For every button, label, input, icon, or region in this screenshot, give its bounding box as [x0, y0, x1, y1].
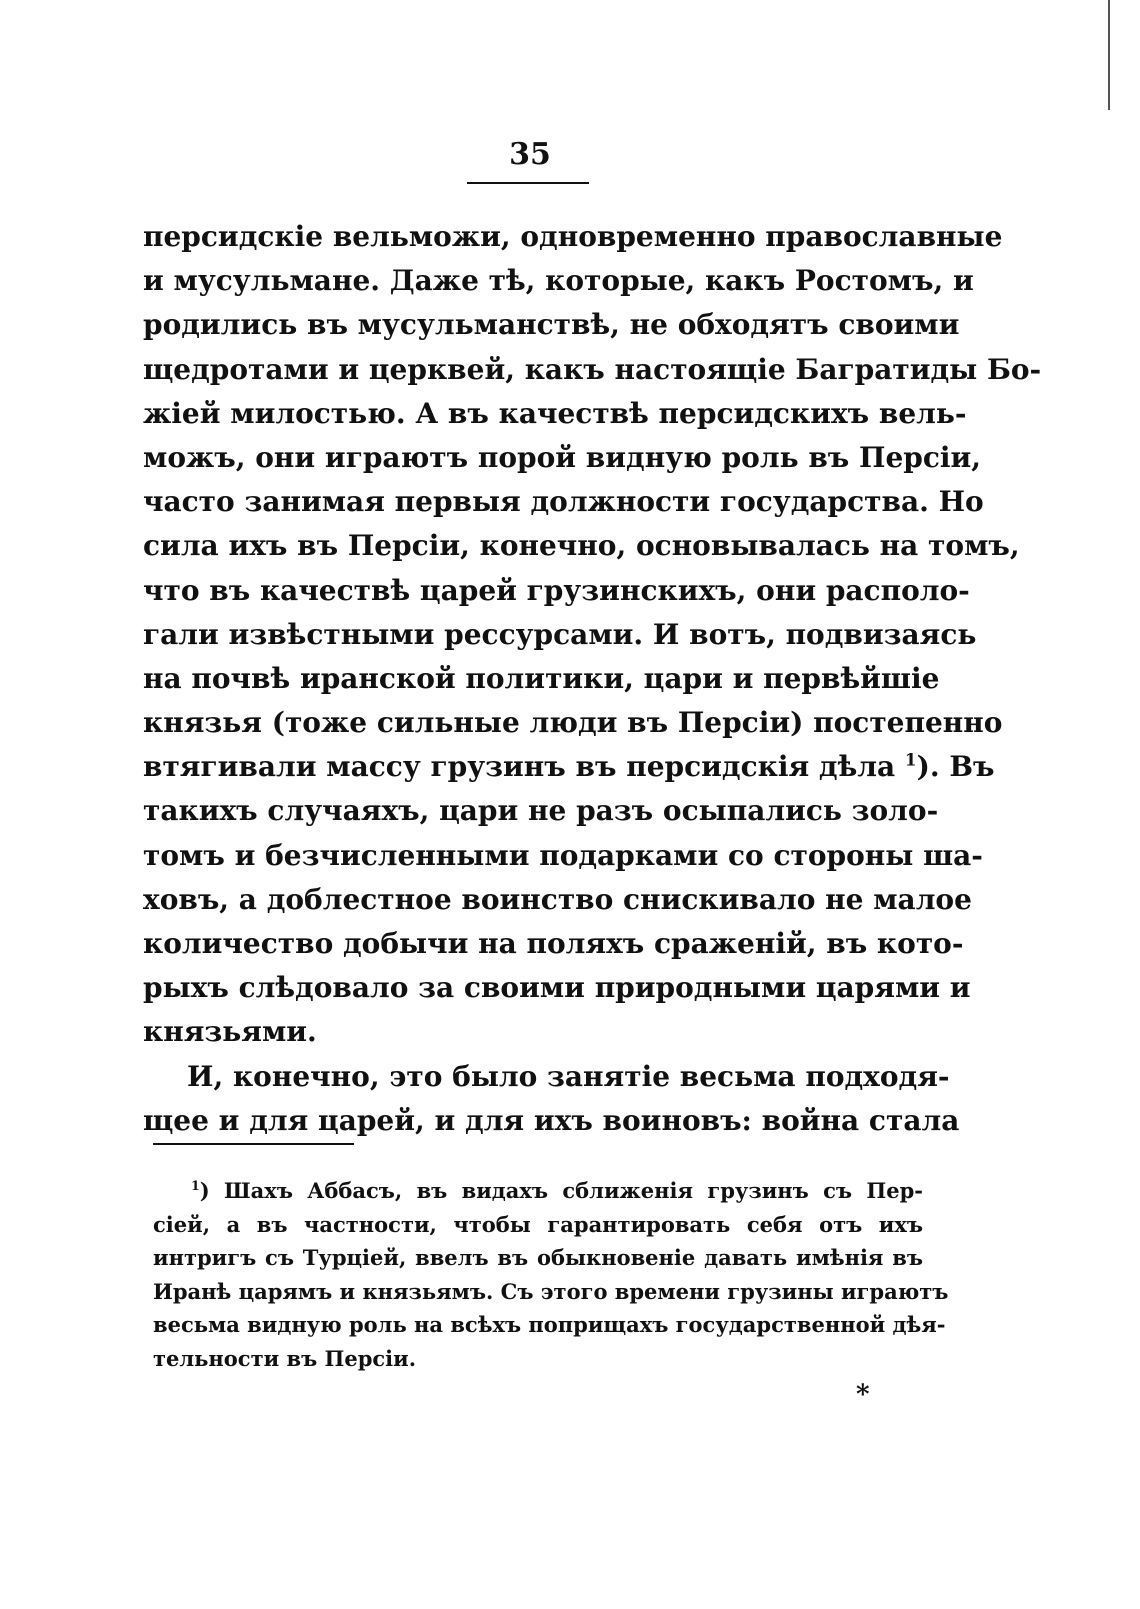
text-line: жіей милостью. А въ качествѣ персидскихъ вель- — [143, 396, 967, 430]
text-line: гали извѣстными рессурсами. И вотъ, подвизаясь — [143, 617, 977, 651]
text-line: на почвѣ иранской политики, цари и первѣйшіе — [143, 661, 940, 695]
text-line-start: втягивали массу грузинъ въ персидскія дѣла — [143, 750, 896, 784]
footnote-separator — [153, 1143, 354, 1145]
footnote-line — [153, 1174, 923, 1208]
text-line: персидскіе вельможи, одновременно православные — [143, 220, 1003, 253]
page-number: 35 — [509, 137, 551, 172]
text-line: сила ихъ въ Персіи, конечно, основывалась на томъ, — [143, 529, 1020, 563]
footnote-line: Иранѣ царямъ и князьямъ. Съ этого времени грузины играютъ — [153, 1278, 949, 1304]
text-line: такихъ случаяхъ, цари не разъ осыпались золо- — [143, 794, 939, 828]
text-line: князья (тоже сильные люди въ Персіи) постепенно — [143, 706, 1003, 740]
main-text — [143, 215, 1042, 1143]
signature-mark: * — [856, 1380, 870, 1410]
text-line: можъ, они играютъ порой видную роль въ Персіи, — [143, 440, 982, 474]
text-line: рыхъ слѣдовало за своими природными царями и — [143, 971, 971, 1005]
text-line: князьями. — [143, 1015, 317, 1049]
footnote-line-text: ) Шахъ Аббасъ, въ видахъ сближенія грузинъ съ Пер- — [199, 1178, 923, 1203]
footnote — [153, 1174, 949, 1375]
text-line: часто занимая первыя должности государства. Но — [143, 485, 984, 519]
text-line: что въ качествѣ царей грузинскихъ, они располо- — [143, 573, 970, 607]
text-line: щедротами и церквей, какъ настоящіе Багратиды Бо- — [143, 352, 1042, 386]
text-line-end: ). Въ — [916, 750, 995, 784]
text-line: ховъ, а доблестное воинство снискивало не малое — [143, 882, 972, 916]
footnote-line: сіей, а въ частности, чтобы гарантировать себя отъ ихъ — [153, 1211, 923, 1237]
text-line: щее и для царей, и для ихъ воиновъ: война стала — [143, 1103, 960, 1137]
text-line: и мусульмане. Даже тѣ, которые, какъ Ростомъ, и — [143, 264, 974, 298]
text-line: томъ и безчисленными подарками со стороны ша- — [143, 838, 983, 872]
text-line: количество добычи на поляхъ сраженій, въ кото- — [143, 927, 964, 960]
footnote-reference[interactable]: 1 — [904, 749, 917, 770]
text-line-with-footnote-ref — [143, 745, 995, 789]
header-rule — [467, 182, 589, 184]
paragraph-start-line: И, конечно, это было занятіе весьма подходя- — [187, 1059, 950, 1093]
footnote-marker: 1 — [191, 1178, 200, 1193]
page-edge-shadow — [1108, 0, 1110, 110]
footnote-line: весьма видную роль на всѣхъ поприщахъ государственной дѣя- — [153, 1312, 946, 1337]
text-line: родились въ мусульманствѣ, не обходятъ своими — [143, 308, 960, 342]
footnote-line: интригъ съ Турціей, ввелъ въ обыкновеніе давать имѣнія въ — [153, 1245, 923, 1270]
footnote-line: тельности въ Персіи. — [153, 1345, 417, 1371]
